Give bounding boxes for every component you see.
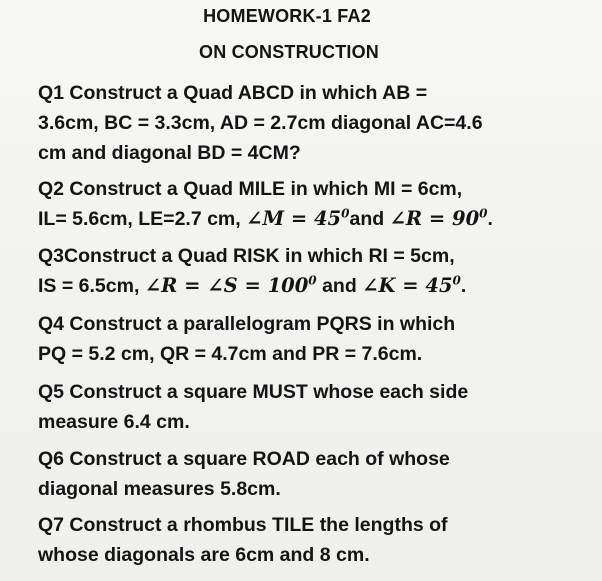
question-7 (38, 510, 593, 570)
question-6-line-1: Q6 Construct a square ROAD each of whose (38, 448, 450, 470)
question-3 (38, 241, 593, 301)
question-3-line-1: Q3Construct a Quad RISK in which RI = 5cm, (38, 245, 455, 267)
question-4-line-2: PQ = 5.2 cm, QR = 4.7cm and PR = 7.6cm. (38, 343, 423, 365)
question-3-angle-k: ∠K = $45^0$ (362, 273, 461, 297)
question-2-angle-r: ∠R = $90^0$ (389, 206, 488, 230)
question-7-line-2: whose diagonals are 6cm and 8 cm. (38, 544, 370, 566)
question-3-joiner: and (316, 275, 363, 297)
question-1-line-3: cm and diagonal BD = 4CM? (38, 142, 301, 164)
question-6-line-2: diagonal measures 5.8cm. (38, 478, 281, 500)
question-5 (38, 377, 593, 437)
question-4 (38, 309, 593, 369)
question-2-line-2-prefix: IL= 5.6cm, LE=2.7 cm, (38, 208, 247, 230)
question-2-angle-m: ∠M = $45^0$ (246, 206, 350, 230)
question-2 (38, 174, 593, 234)
question-6 (38, 444, 593, 504)
question-4-line-1: Q4 Construct a parallelogram PQRS in which (38, 313, 456, 335)
question-3-angle-rs: ∠R = ∠S = $100^0$ (144, 273, 317, 297)
question-5-line-1: Q5 Construct a square MUST whose each side (38, 381, 469, 403)
question-5-line-2: measure 6.4 cm. (38, 411, 190, 433)
question-2-period: . (487, 208, 493, 230)
question-3-line-2-prefix: IS = 6.5cm, (38, 275, 145, 297)
question-3-period: . (460, 275, 467, 297)
page-subtitle: ON CONSTRUCTION (199, 42, 379, 62)
question-2-joiner: and (349, 208, 390, 230)
page-title: HOMEWORK-1 FA2 (203, 6, 371, 26)
question-7-line-1: Q7 Construct a rhombus TILE the lengths of (38, 514, 448, 536)
question-1 (38, 78, 593, 168)
question-1-line-1: Q1 Construct a Quad ABCD in which AB = (38, 82, 428, 104)
question-1-line-2: 3.6cm, BC = 3.3cm, AD = 2.7cm diagonal AC=4.6 (38, 112, 483, 134)
question-2-line-1: Q2 Construct a Quad MILE in which MI = 6cm, (38, 178, 463, 200)
